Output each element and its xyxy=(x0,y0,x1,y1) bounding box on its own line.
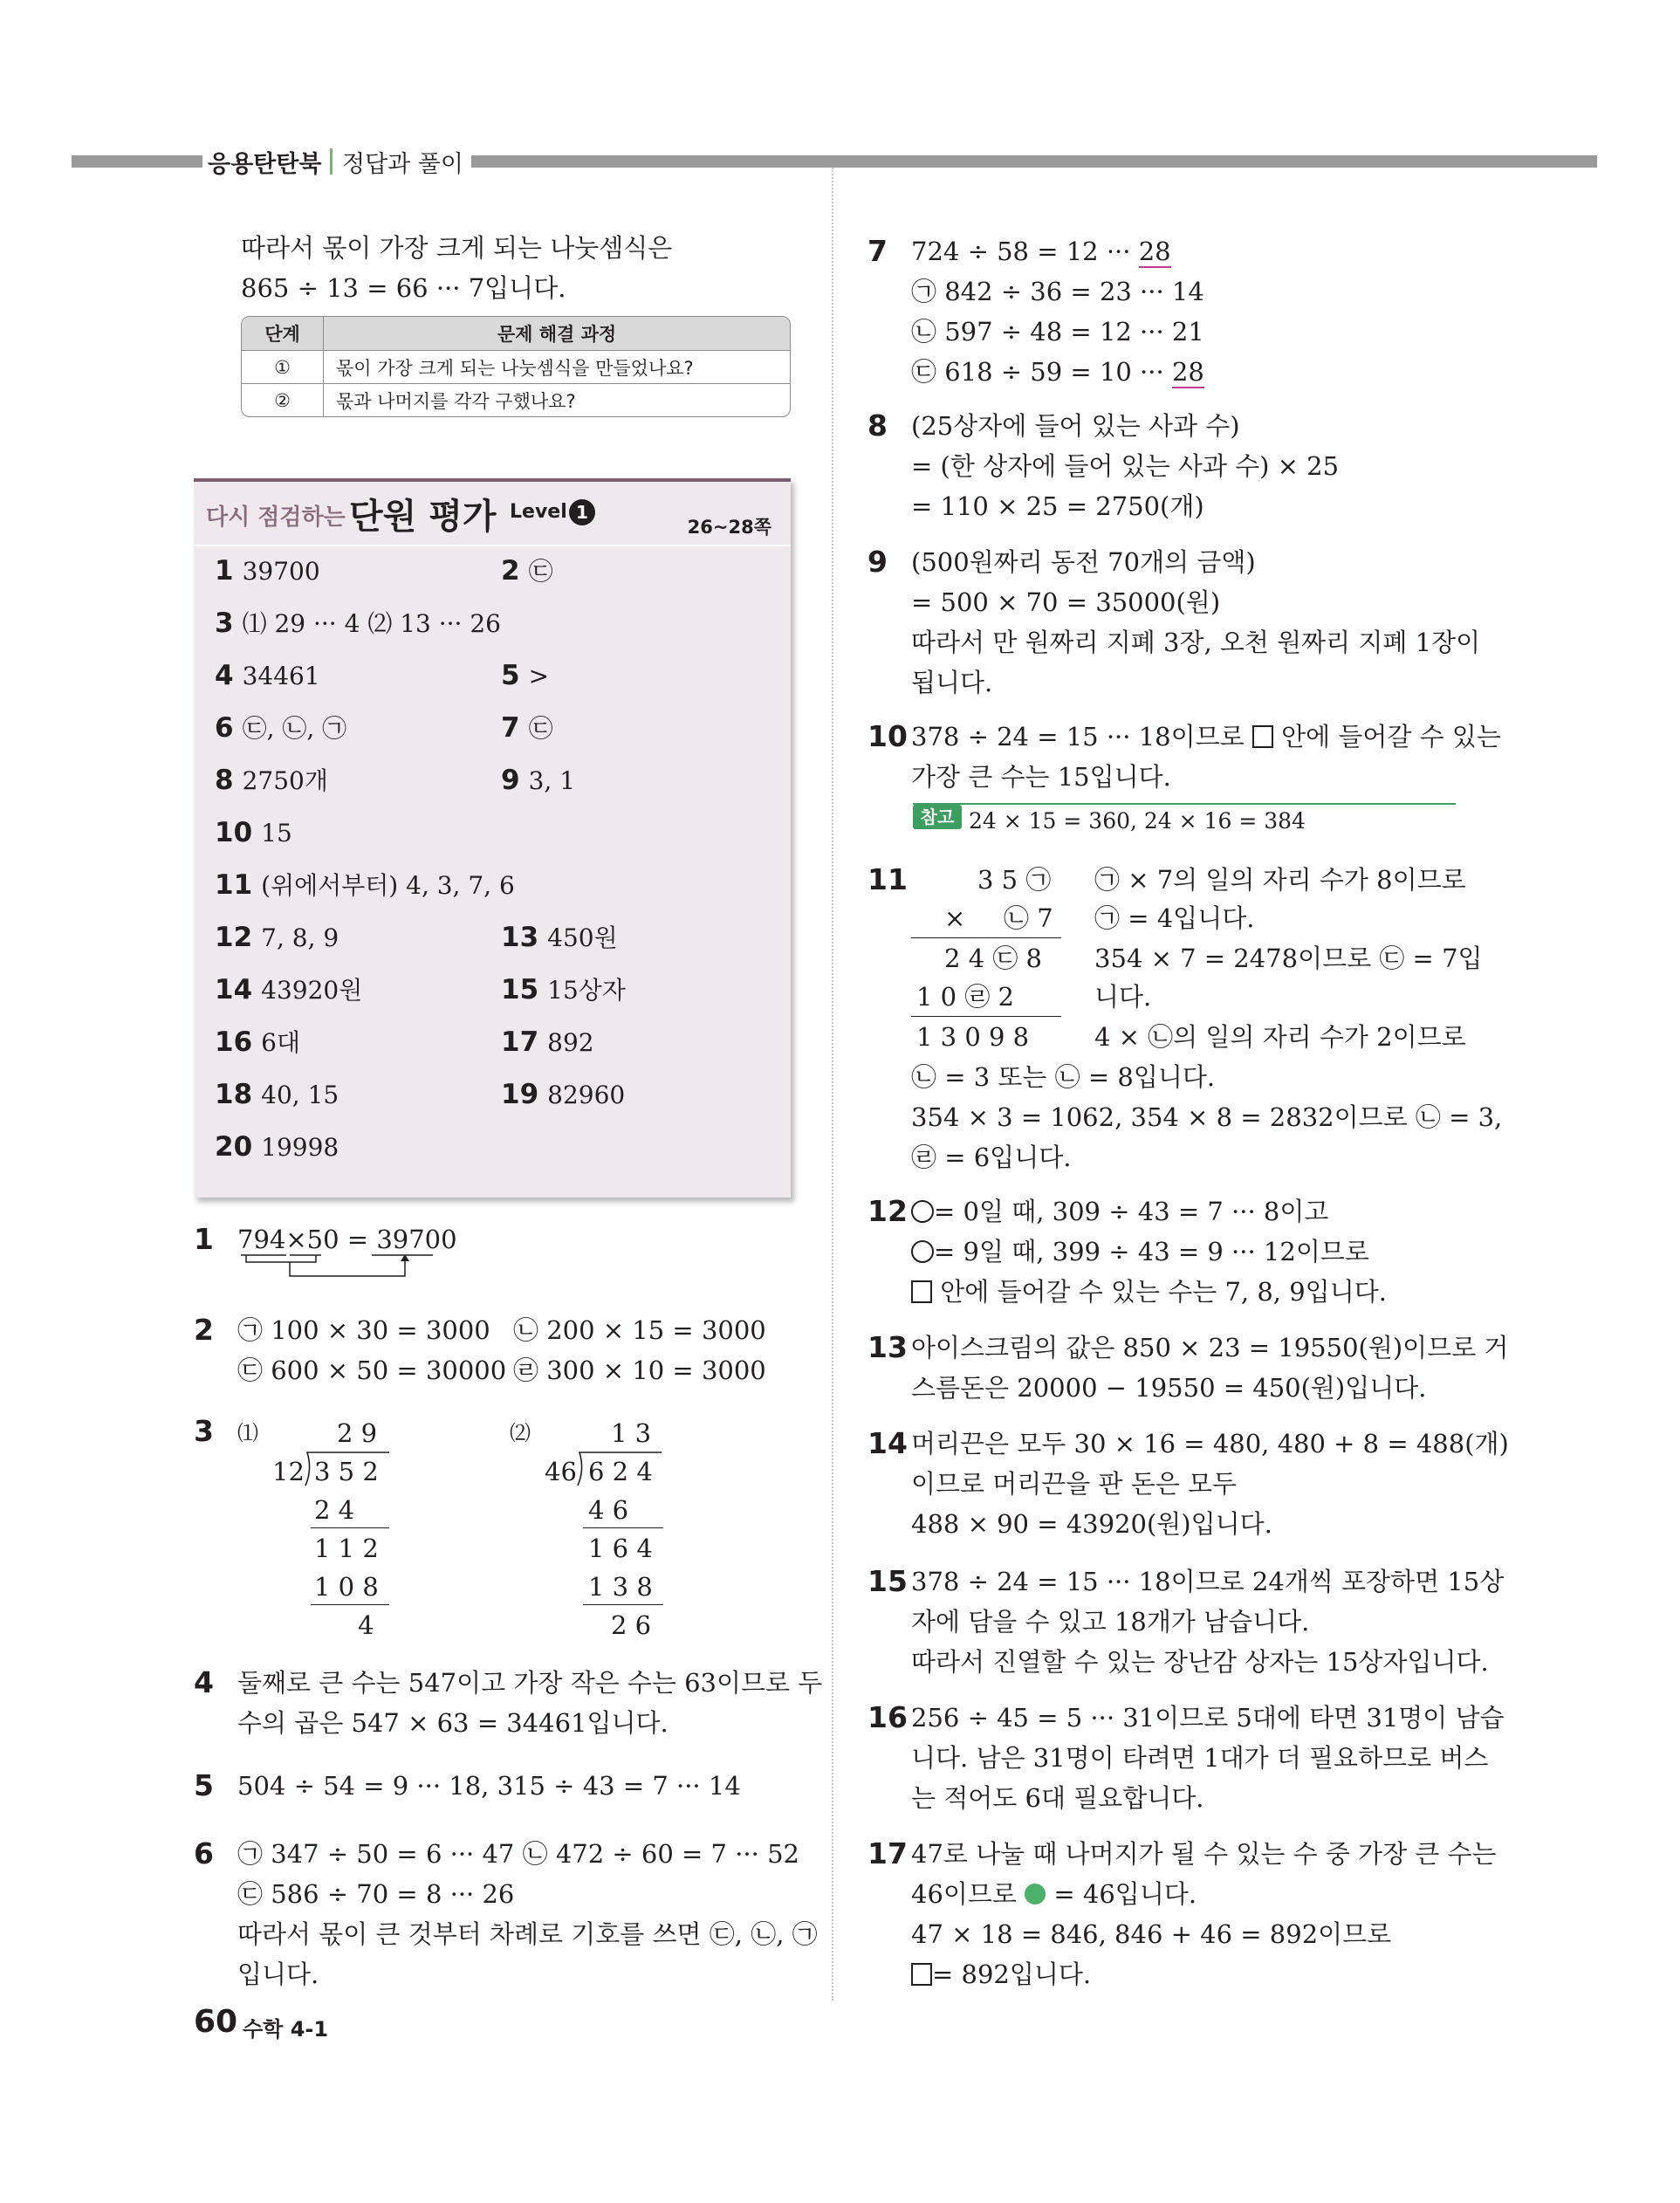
s7-line-4 xyxy=(911,356,1204,388)
review-answer-value: 82960 xyxy=(547,1081,626,1109)
s7-line-2: ㉠ 842 ÷ 36 = 23 ··· 14 xyxy=(911,277,1204,306)
step-text: 몫이 가장 크게 되는 나눗셈식을 만들었나요? xyxy=(336,357,694,379)
review-answer-value: ㉢, ㉡, ㉠ xyxy=(242,714,347,743)
s11-multiplier: ㉡ 7 xyxy=(1004,903,1053,933)
review-answer-number: 10 xyxy=(215,817,253,848)
s15-line-2: 자에 담을 수 있고 18개가 남습니다. xyxy=(911,1607,1310,1637)
s2-line-c: ㉢ 600 × 50 = 30000 xyxy=(237,1355,507,1385)
step-table-row xyxy=(242,383,790,416)
s11-rule xyxy=(911,937,1061,938)
review-answer-number: 16 xyxy=(215,1026,253,1058)
s3-p2-rule xyxy=(583,1604,663,1605)
review-answer-number: 4 xyxy=(215,660,234,691)
s1-operand-a: 794 xyxy=(237,1225,286,1254)
solution-number: 17 xyxy=(867,1836,908,1870)
review-pages: 26~28쪽 xyxy=(687,517,771,538)
s8-line-3: = 110 × 25 = 2750(개) xyxy=(911,491,1204,521)
s9-line-4: 됩니다. xyxy=(911,668,993,697)
solution-1-expression xyxy=(237,1224,457,1255)
review-answer-value: 450원 xyxy=(547,923,618,952)
s2-line-b: ㉡ 200 × 15 = 3000 xyxy=(513,1315,766,1345)
review-answer-value: ㉢ xyxy=(528,714,553,743)
s9-line-3: 따라서 만 원짜리 지폐 3장, 오천 원짜리 지폐 1장이 xyxy=(911,628,1481,657)
s16-line-2: 니다. 남은 31명이 타려면 1대가 더 필요하므로 버스 xyxy=(911,1743,1489,1773)
s17-line-2b: = 46입니다. xyxy=(1053,1879,1197,1909)
s16-line-3: 는 적어도 6대 필요합니다. xyxy=(911,1783,1204,1813)
solution-number: 3 xyxy=(194,1414,214,1448)
s3-p1-dividend: 3 5 2 xyxy=(314,1457,379,1486)
review-answer-number: 20 xyxy=(215,1131,253,1163)
review-answer-item xyxy=(215,1131,339,1163)
review-answer-value: 15 xyxy=(261,819,292,848)
s2-line-a: ㉠ 100 × 30 = 3000 xyxy=(237,1315,490,1345)
solution-number: 7 xyxy=(867,234,888,268)
s17-line-4-text: = 892입니다. xyxy=(932,1959,1092,1989)
solution-number: 11 xyxy=(867,862,908,896)
s8-line-1: (25상자에 들어 있는 사과 수) xyxy=(911,411,1240,441)
blank-circle-icon xyxy=(911,1240,934,1263)
review-answer-number: 1 xyxy=(215,555,234,587)
s10-line-1 xyxy=(911,721,1501,752)
s15-line-1: 378 ÷ 24 = 15 ··· 18이므로 24개씩 포장하면 15상 xyxy=(911,1567,1505,1596)
s12-line-1 xyxy=(911,1196,1328,1227)
page-number: 60 xyxy=(194,2004,238,2040)
review-answer-number: 5 xyxy=(501,660,520,691)
s12-line-3-text: 안에 들어갈 수 있는 수는 7, 8, 9입니다. xyxy=(940,1277,1387,1307)
review-answer-item xyxy=(501,555,553,587)
solution-number: 16 xyxy=(867,1700,908,1734)
s3-p1-rule xyxy=(311,1604,389,1605)
s15-line-3: 따라서 진열할 수 있는 장난감 상자는 15상자입니다. xyxy=(911,1647,1489,1677)
s14-line-2: 이므로 머리끈을 판 돈은 모두 xyxy=(911,1469,1238,1499)
s11-line-7: 354 × 3 = 1062, 354 × 8 = 2832이므로 ㉡ = 3, xyxy=(911,1102,1503,1132)
s17-line-2a: 46이므로 xyxy=(911,1879,1017,1909)
s9-line-1: (500원짜리 동전 70개의 금액) xyxy=(911,547,1256,577)
s3-part-1-label: ⑴ xyxy=(237,1421,258,1445)
s1-op: × xyxy=(285,1225,307,1254)
blank-box-icon xyxy=(911,1963,932,1986)
solution-number: 8 xyxy=(867,408,888,443)
s3-part-2-label: ⑵ xyxy=(510,1421,531,1445)
s6-line-2: ㉢ 586 ÷ 70 = 8 ··· 26 xyxy=(237,1879,515,1909)
solution-number: 2 xyxy=(194,1313,214,1347)
solution-number: 6 xyxy=(194,1836,214,1870)
s6-line-3: 따라서 몫이 큰 것부터 차례로 기호를 쓰면 ㉢, ㉡, ㉠ xyxy=(237,1919,818,1949)
process-col-header: 문제 해결 과정 xyxy=(497,324,617,345)
s3-p2-step-2: 1 6 4 xyxy=(588,1534,653,1563)
s3-p1-step-2: 1 1 2 xyxy=(314,1534,379,1563)
review-answer-item xyxy=(215,765,328,797)
review-answer-item xyxy=(215,607,501,640)
s3-p1-divisor: 12 xyxy=(272,1457,305,1486)
s11-line-6: ㉡ = 3 또는 ㉡ = 8입니다. xyxy=(911,1062,1216,1092)
solution-number: 9 xyxy=(867,545,888,579)
header-bar-right xyxy=(471,155,1597,168)
review-answer-value: > xyxy=(528,662,550,690)
review-box-header xyxy=(194,482,791,546)
review-answer-value: 7, 8, 9 xyxy=(261,923,339,952)
review-answer-number: 17 xyxy=(501,1026,539,1058)
s1-arrow-diagram xyxy=(237,1252,456,1283)
s14-line-3: 488 × 90 = 43920(원)입니다. xyxy=(911,1509,1272,1539)
review-answer-number: 13 xyxy=(501,922,539,953)
review-answer-item xyxy=(215,974,362,1006)
intro-line-2: 865 ÷ 13 = 66 ··· 7입니다. xyxy=(241,273,566,303)
note-rule xyxy=(913,803,1456,805)
s13-line-2: 스름돈은 20000 − 19550 = 450(원)입니다. xyxy=(911,1373,1427,1403)
solution-number: 12 xyxy=(867,1194,908,1228)
step-col-header: 단계 xyxy=(242,317,324,350)
solution-number: 14 xyxy=(867,1426,908,1460)
s3-p2-divisor: 46 xyxy=(545,1457,577,1486)
review-answer-item xyxy=(215,922,339,954)
s10-line-2: 가장 큰 수는 15입니다. xyxy=(911,762,1171,792)
s11-multiplicand: 3 5 ㉠ xyxy=(977,865,1052,895)
s12-line-2-text: = 9일 때, 399 ÷ 43 = 9 ··· 12이므로 xyxy=(934,1237,1369,1266)
s16-line-1: 256 ÷ 45 = 5 ··· 31이므로 5대에 타면 31명이 남습 xyxy=(911,1703,1505,1733)
green-dot-icon xyxy=(1025,1884,1046,1904)
header-section-title: 정답과 풀이 xyxy=(342,151,463,178)
step-number: ② xyxy=(242,384,324,416)
review-answer-number: 8 xyxy=(215,765,234,796)
s11-partial-1: 2 4 ㉢ 8 xyxy=(944,944,1043,973)
s3-p1-step-1: 2 4 xyxy=(314,1495,355,1525)
review-answer-number: 19 xyxy=(501,1079,539,1110)
s10-line-1a: 378 ÷ 24 = 15 ··· 18이므로 xyxy=(911,722,1245,751)
review-answer-item xyxy=(215,817,292,849)
s11-times: × xyxy=(944,903,966,933)
header-book-title: 응용탄탄북 xyxy=(208,151,322,178)
s8-line-2: = (한 상자에 들어 있는 사과 수) × 25 xyxy=(911,451,1340,481)
solution-number: 4 xyxy=(194,1665,214,1699)
review-answer-item xyxy=(215,712,346,745)
s13-line-1: 아이스크림의 값은 850 × 23 = 19550(원)이므로 거 xyxy=(911,1333,1509,1362)
s11-explain-1: ㉠ × 7의 일의 자리 수가 8이므로 xyxy=(1094,865,1466,895)
s6-line-4: 입니다. xyxy=(237,1959,319,1989)
review-answer-value: 2750개 xyxy=(242,766,328,795)
review-level-number: 1 xyxy=(569,499,595,525)
review-answer-item xyxy=(215,869,515,902)
s4-line-1: 둘째로 큰 수는 547이고 가장 작은 수는 63이므로 두 xyxy=(237,1668,823,1698)
s3-p1-remainder: 4 xyxy=(358,1610,374,1640)
note-tag: 참고 xyxy=(913,805,962,829)
s1-operand-b: 50 xyxy=(306,1225,339,1254)
s10-line-1b: 안에 들어갈 수 있는 xyxy=(1281,722,1501,751)
s3-p2-dividend: 6 2 4 xyxy=(588,1457,653,1486)
s11-explain-4: 니다. xyxy=(1094,982,1152,1012)
s17-line-4 xyxy=(911,1959,1091,1990)
review-answer-item xyxy=(501,660,549,692)
s3-p2-step-1: 4 6 xyxy=(588,1495,629,1525)
footer-subject: 수학 4-1 xyxy=(243,2017,329,2042)
column-divider xyxy=(832,168,833,2001)
solution-number: 1 xyxy=(194,1222,214,1256)
intro-line-1: 따라서 몫이 가장 크게 되는 나눗셈식은 xyxy=(241,233,673,263)
s12-line-1-text: = 0일 때, 309 ÷ 43 = 7 ··· 8이고 xyxy=(934,1197,1329,1226)
review-answer-number: 9 xyxy=(501,765,520,796)
s7-line-1 xyxy=(911,236,1171,267)
blank-circle-icon xyxy=(911,1200,934,1223)
review-answer-item xyxy=(501,922,618,954)
review-answer-item xyxy=(501,765,575,797)
s5-line-1: 504 ÷ 54 = 9 ··· 18, 315 ÷ 43 = 7 ··· 14 xyxy=(237,1771,741,1801)
s17-line-3: 47 × 18 = 846, 846 + 46 = 892이므로 xyxy=(911,1919,1392,1949)
s3-p2-rule xyxy=(583,1527,663,1528)
step-number: ① xyxy=(242,351,324,383)
review-prefix: 다시 점검하는 xyxy=(206,504,346,531)
review-answer-item xyxy=(501,974,626,1006)
s2-line-d: ㉣ 300 × 10 = 3000 xyxy=(513,1355,766,1385)
review-answer-value: ㉢ xyxy=(528,557,553,586)
s17-line-2 xyxy=(911,1878,1197,1910)
step-table-row xyxy=(242,350,790,383)
s9-line-2: = 500 × 70 = 35000(원) xyxy=(911,587,1221,617)
s7-line-1-text: 724 ÷ 58 = 12 ··· xyxy=(911,237,1139,266)
review-answer-number: 14 xyxy=(215,974,253,1005)
review-answer-value: ⑴ 29 ··· 4 ⑵ 13 ··· 26 xyxy=(242,609,501,638)
review-answer-item xyxy=(501,712,553,745)
step-table xyxy=(241,316,791,417)
review-answer-number: 12 xyxy=(215,922,253,953)
s12-line-3 xyxy=(911,1276,1387,1307)
s3-p1-rule xyxy=(311,1527,389,1528)
s4-line-2: 수의 곱은 547 × 63 = 34461입니다. xyxy=(237,1708,669,1738)
s3-p1-step-3: 1 0 8 xyxy=(314,1572,379,1602)
review-answer-value: 43920원 xyxy=(261,976,363,1005)
review-answer-value: 19998 xyxy=(261,1133,339,1162)
s11-rule xyxy=(911,1016,1061,1017)
s11-explain-3: 354 × 7 = 2478이므로 ㉢ = 7입 xyxy=(1094,944,1483,973)
step-table-header xyxy=(242,317,790,350)
blank-box-icon xyxy=(1252,725,1273,748)
s7-line-3: ㉡ 597 ÷ 48 = 12 ··· 21 xyxy=(911,317,1204,347)
review-answer-value: 15상자 xyxy=(547,976,626,1005)
s3-p2-quotient: 1 3 xyxy=(611,1418,652,1448)
solution-number: 15 xyxy=(867,1564,908,1598)
review-answer-item xyxy=(501,1079,625,1111)
solution-number: 5 xyxy=(194,1768,214,1802)
s1-result: 39700 xyxy=(376,1225,457,1254)
review-answer-number: 18 xyxy=(215,1079,253,1110)
s17-line-1: 47로 나눌 때 나머지가 될 수 있는 수 중 가장 큰 수는 xyxy=(911,1839,1497,1869)
review-answer-item xyxy=(215,555,320,587)
review-answer-value: 39700 xyxy=(242,557,320,586)
s7-line-1-highlight: 28 xyxy=(1138,237,1171,266)
s14-line-1: 머리끈은 모두 30 × 16 = 480, 480 + 8 = 488(개) xyxy=(911,1429,1509,1458)
review-answer-value: 892 xyxy=(547,1028,594,1057)
review-title: 단원 평가 xyxy=(349,497,497,537)
review-answer-number: 7 xyxy=(501,712,520,744)
s1-eq: = xyxy=(346,1225,369,1254)
review-answer-number: 2 xyxy=(501,555,520,587)
review-answer-value: 6대 xyxy=(261,1028,301,1057)
header-bar-left xyxy=(72,155,202,168)
s3-p2-step-3: 1 3 8 xyxy=(588,1572,653,1602)
s12-line-2 xyxy=(911,1236,1369,1267)
s7-line-4-text: ㉢ 618 ÷ 59 = 10 ··· xyxy=(911,357,1172,387)
header-separator xyxy=(330,148,333,175)
s11-partial-2: 1 0 ㉣ 2 xyxy=(916,982,1015,1012)
review-answer-item xyxy=(215,1026,300,1059)
review-answer-value: (위에서부터) 4, 3, 7, 6 xyxy=(261,871,515,900)
solution-number: 10 xyxy=(867,719,908,753)
review-answer-number: 3 xyxy=(215,607,234,639)
review-answer-item xyxy=(501,1026,594,1059)
review-answer-number: 11 xyxy=(215,869,253,901)
s6-line-1: ㉠ 347 ÷ 50 = 6 ··· 47 ㉡ 472 ÷ 60 = 7 ··· 52 xyxy=(237,1839,799,1869)
s11-explain-2: ㉠ = 4입니다. xyxy=(1094,903,1255,933)
review-answer-item xyxy=(215,660,320,692)
s7-line-4-highlight: 28 xyxy=(1171,357,1204,387)
step-text: 몫과 나머지를 각각 구했나요? xyxy=(336,390,576,412)
review-answer-value: 34461 xyxy=(242,662,320,690)
s11-line-8: ㉣ = 6입니다. xyxy=(911,1143,1072,1172)
note-text: 24 × 15 = 360, 24 × 16 = 384 xyxy=(969,808,1306,834)
review-answer-value: 3, 1 xyxy=(528,766,576,795)
review-level-label: Level xyxy=(510,501,567,523)
blank-box-icon xyxy=(911,1280,932,1303)
s11-explain-5: 4 × ㉡의 일의 자리 수가 2이므로 xyxy=(1094,1022,1466,1052)
s3-p2-remainder: 2 6 xyxy=(611,1610,652,1640)
review-answer-number: 15 xyxy=(501,974,539,1005)
s11-result: 1 3 0 9 8 xyxy=(916,1022,1030,1052)
review-answer-number: 6 xyxy=(215,712,234,744)
review-answer-item xyxy=(215,1079,339,1111)
s3-p1-quotient: 2 9 xyxy=(337,1418,378,1448)
review-answer-value: 40, 15 xyxy=(261,1081,339,1109)
solution-number: 13 xyxy=(867,1330,908,1364)
